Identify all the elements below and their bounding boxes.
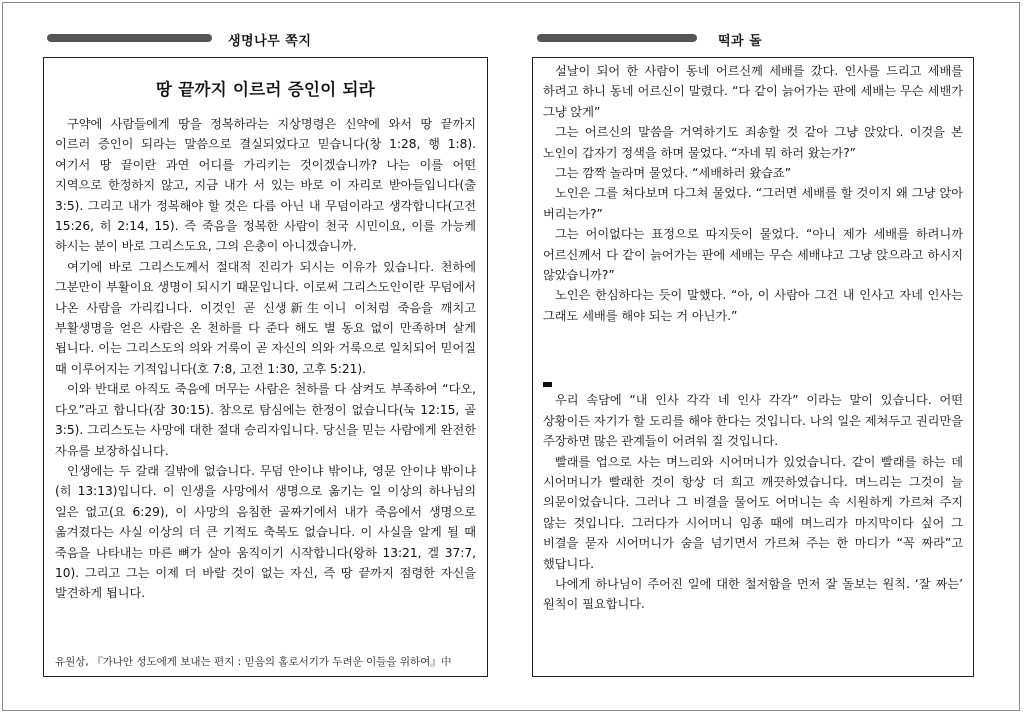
story-paragraph: 노인은 한심하다는 듯이 말했다. “아, 이 사람아 그건 내 인사고 자네 인사는 그래도 세배를 해야 되는 거 아닌가.” [543, 288, 963, 323]
article-title: 땅 끝까지 이르러 증인이 되라 [155, 80, 376, 99]
story-paragraph: 설날이 되어 한 사람이 동네 어르신께 세배를 갔다. 인사를 드리고 세배를 하려고 하니 동네 어르신이 말렸다. “다 같이 늙어가는 판에 세배는 무슨 세밴가 그냥 앉게” [543, 64, 963, 119]
story-panel [532, 57, 974, 677]
lesson-paragraph: 나에게 하나님이 주어진 일에 대한 철저함을 먼저 잘 돌보는 원칙. ‘잘 짜는’ 원칙이 필요합니다. [543, 576, 963, 612]
article-paragraph: 이와 반대로 아직도 죽음에 머무는 사람은 천하를 다 삼켜도 부족하여 “다오, 다오”라고 합니다(잠 30:15). 참으로 탐심에는 한정이 없습니다(눅 12:15, 골 3:5). 그리스도는 사망에 대한 절대 승리자입니다. 당신을 믿는 사람에게 완전한 자유를 보장하십니다. [55, 382, 476, 458]
article-source-note: 유원상, 『가나안 성도에게 보내는 편지 : 믿음의 홀로서기가 두려운 이들을 위하여』中 [55, 656, 452, 668]
story-paragraph: 그는 깜짝 놀라며 물었다. “세배하러 왔습죠” [555, 166, 792, 181]
article-paragraph: 인생에는 두 갈래 길밖에 없습니다. 무덤 안이냐 밖이냐, 영문 안이냐 밖이냐(히 13:13)입니다. 이 인생을 사망에서 생명으로 옮기는 일 이상의 하나님의 일은 없고(요 6:29), 이 사망의 음침한 골짜기에서 내가 죽음에서 생명으로 옮겨졌다는 사실 이상의 더 큰 기적도 축복도 없습니다. 이 사실을 알게 될 때 죽음을 나타내는 마른 뼈가 살아 움직이기 시작합니다(왕하 13:21, 겔 37:7, 10). 그리고 그는 이제 더 바랄 것이 없는 자신, 즉 땅 끝까지 점령한 자신을 발견하게 됩니다. [55, 463, 476, 601]
article-panel [43, 57, 488, 677]
left-header-title: 생명나무 쪽지 [228, 34, 312, 49]
article-paragraph: 구약에 사람들에게 땅을 정복하라는 지상명령은 신약에 와서 땅 끝까지 이르러 증인이 되라는 말씀으로 결실되었다고 믿습니다(창 1:28, 행 1:8). 여기서 땅 끝이란 과연 어디를 가리키는 것이겠습니까? 나는 이를 어떤 지역으로 한정하지 않고, 지금 내가 서 있는 바로 이 자리로 받아들입니다(출 3:5). 그리고 내가 정복해야 할 것은 다름 아닌 내 무덤이라고 생각합니다(고전 15:26, 히 2:14, 15). 즉 죽음을 정복한 사람이 천국 시민이요, 이를 가능케 하시는 분이 바로 그리스도요, 그의 은총이 아니겠습니까. [55, 117, 476, 254]
lesson-paragraph: 빨래를 업으로 사는 며느리와 시어머니가 있었습니다. 같이 빨래를 하는 데 시어머니가 빨래한 것이 항상 더 희고 깨끗하였습니다. 며느리는 그것이 늘 의문이었습니다. 그러나 그 비결을 물어도 어머니는 속 시원하게 가르쳐 주지 않는 것입니다. 그러다가 시어머니 임종 때에 며느리가 마지막이다 싶어 그 비결을 묻자 시어머니가 숨을 넘기면서 가르쳐 주는 한 마디가 “꼭 짜라”고 했답니다. [543, 454, 963, 571]
lesson-paragraph: 우리 속담에 “내 인사 각각 네 인사 각각” 이라는 말이 있습니다. 어떤 상황이든 자기가 할 도리를 해야 한다는 것입니다. 나의 일은 제쳐두고 권리만을 주장하면 많은 관계들이 어려워 질 것입니다. [543, 393, 963, 449]
left-header-bar [47, 34, 212, 42]
story-paragraph: 노인은 그를 쳐다보며 다그쳐 물었다. “그러면 세배를 할 것이지 왜 그냥 앉아 버리는가?” [543, 186, 963, 221]
right-header-bar [537, 34, 697, 42]
section-spacer [543, 326, 963, 382]
story-paragraph: 그는 어르신의 말씀을 거역하기도 죄송할 것 같아 그냥 앉았다. 이것을 본 노인이 갑자기 정색을 하며 물었다. “자네 뭐 하러 왔는가?” [543, 125, 963, 160]
right-header-title: 떡과 돌 [718, 34, 763, 49]
article-paragraph: 여기에 바로 그리스도께서 절대적 진리가 되시는 이유가 있습니다. 천하에 그분만이 부활이요 생명이 되시기 때문입니다. 이로써 그리스도인이란 무덤에서 나온 사람을 가리킵니다. 이것인 곧 신생新生이니 이처럼 죽음을 깨치고 부활생명을 얻은 사람은 온 천하를 다 준다 해도 별 동요 없이 만족하며 살게 됩니다. 이는 그리스도의 의와 거룩이 곧 자신의 의와 거룩으로 일치되어 믿어질 때 이루어지는 기적입니다(호 7:8, 고전 1:30, 고후 5:21). [55, 259, 476, 376]
section-marker [543, 382, 552, 387]
story-paragraph: 그는 어이없다는 표정으로 따지듯이 물었다. “아니 제가 세배를 하려니까 어르신께서 다 같이 늙어가는 판에 세배는 무슨 세배냐고 그냥 앉으라고 하시지 않았습니까?” [543, 227, 963, 283]
